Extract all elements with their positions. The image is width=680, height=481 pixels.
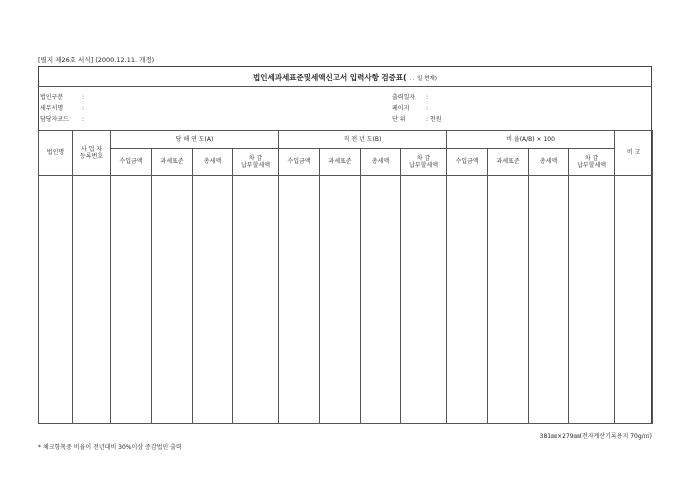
meta-print-date: [392, 92, 428, 101]
cell-prev-tax-base: [320, 176, 361, 424]
cell-prev-income: [279, 176, 320, 424]
header-ratio-payable-line2: 납부할세액: [577, 162, 607, 169]
header-prev-tax-base: 과세표준: [320, 149, 361, 176]
meta-corp-type-value: :: [82, 94, 85, 101]
header-corp-name: 법인명: [39, 131, 73, 176]
header-ratio-total-tax: 총세액: [529, 149, 569, 176]
header-prev-payable-line2: 납부할세액: [409, 162, 439, 169]
header-current-tax-base: 과세표준: [152, 149, 193, 176]
cell-biz-reg-no: [73, 176, 111, 424]
title-divider: [38, 86, 652, 87]
meta-corp-type: [40, 92, 84, 101]
form-reference: [별지 제26호 서식] (2000.12.11. 개정): [38, 56, 155, 64]
meta-print-date-value: :: [426, 94, 429, 101]
meta-unit-label: 단 위: [392, 116, 406, 123]
cell-ratio-payable: [569, 176, 615, 424]
cell-prev-total-tax: [361, 176, 401, 424]
cell-ratio-total-tax: [529, 176, 569, 424]
meta-page-value: :: [426, 105, 429, 112]
cell-current-total-tax: [193, 176, 233, 424]
cell-current-payable: [233, 176, 279, 424]
header-current-payable-line1: 차 감: [248, 154, 263, 162]
cell-ratio-tax-base: [488, 176, 529, 424]
header-biz-reg-no-line2: 등록번호: [79, 153, 104, 160]
meta-tax-office-value: :: [82, 105, 85, 112]
form-title-main: 법인세과세표준및세액신고서 입력사항 검증표(: [253, 73, 407, 82]
meta-tax-office-label: 세무서명: [40, 105, 64, 112]
meta-officer-code-value: :: [82, 116, 85, 123]
header-ratio-payable-line1: 차 감: [584, 154, 599, 162]
form-title: [38, 72, 652, 83]
cell-current-income: [111, 176, 152, 424]
header-biz-reg-no-line1: 사 업 자: [80, 145, 103, 153]
meta-page-label: 페이지: [392, 105, 410, 112]
header-prev-total-tax: 총세액: [361, 149, 401, 176]
header-current-payable-line2: 납부할세액: [241, 162, 270, 169]
meta-tax-office: [40, 103, 84, 112]
header-ratio-tax-base: 과세표준: [488, 149, 529, 176]
header-current-payable: [233, 149, 279, 176]
header-prev-income: 수입금액: [279, 149, 320, 176]
cell-remarks: [615, 176, 653, 424]
meta-print-date-label: 출력일자: [392, 94, 416, 101]
header-biz-reg-no: [73, 131, 111, 176]
meta-officer-code: [40, 114, 84, 123]
form-title-dots: . .: [409, 76, 415, 82]
header-current-income: 수입금액: [111, 149, 152, 176]
cell-prev-payable: [401, 176, 447, 424]
form-title-suffix: 일 현재): [417, 76, 437, 82]
meta-corp-type-label: 법인구분: [40, 94, 64, 101]
paper-size-note: 381㎜×279㎜(전자계산기록용지 70g/㎡): [539, 433, 652, 440]
verification-table: [38, 130, 653, 424]
header-current-total-tax: 총세액: [193, 149, 233, 176]
meta-unit: [392, 114, 442, 123]
cell-ratio-income: [447, 176, 488, 424]
table-body-row: [39, 176, 653, 424]
cell-current-tax-base: [152, 176, 193, 424]
meta-officer-code-label: 담당자코드: [40, 116, 69, 123]
meta-unit-value: : 천원: [426, 116, 442, 123]
footnote: * 체크항목중 비율이 전년대비 30%이상 증감법인 출력: [38, 444, 182, 451]
header-ratio: 비 율(A/B) × 100: [447, 131, 615, 149]
header-current-year: 당 해 연 도(A): [111, 131, 279, 149]
header-previous-year: 직 전 년 도(B): [279, 131, 447, 149]
header-ratio-income: 수입금액: [447, 149, 488, 176]
cell-corp-name: [39, 176, 73, 424]
meta-page: [392, 103, 428, 112]
header-prev-payable-line1: 차 감: [416, 154, 431, 162]
header-prev-payable: [401, 149, 447, 176]
header-remarks: 비 고: [615, 131, 653, 176]
header-ratio-payable: [569, 149, 615, 176]
